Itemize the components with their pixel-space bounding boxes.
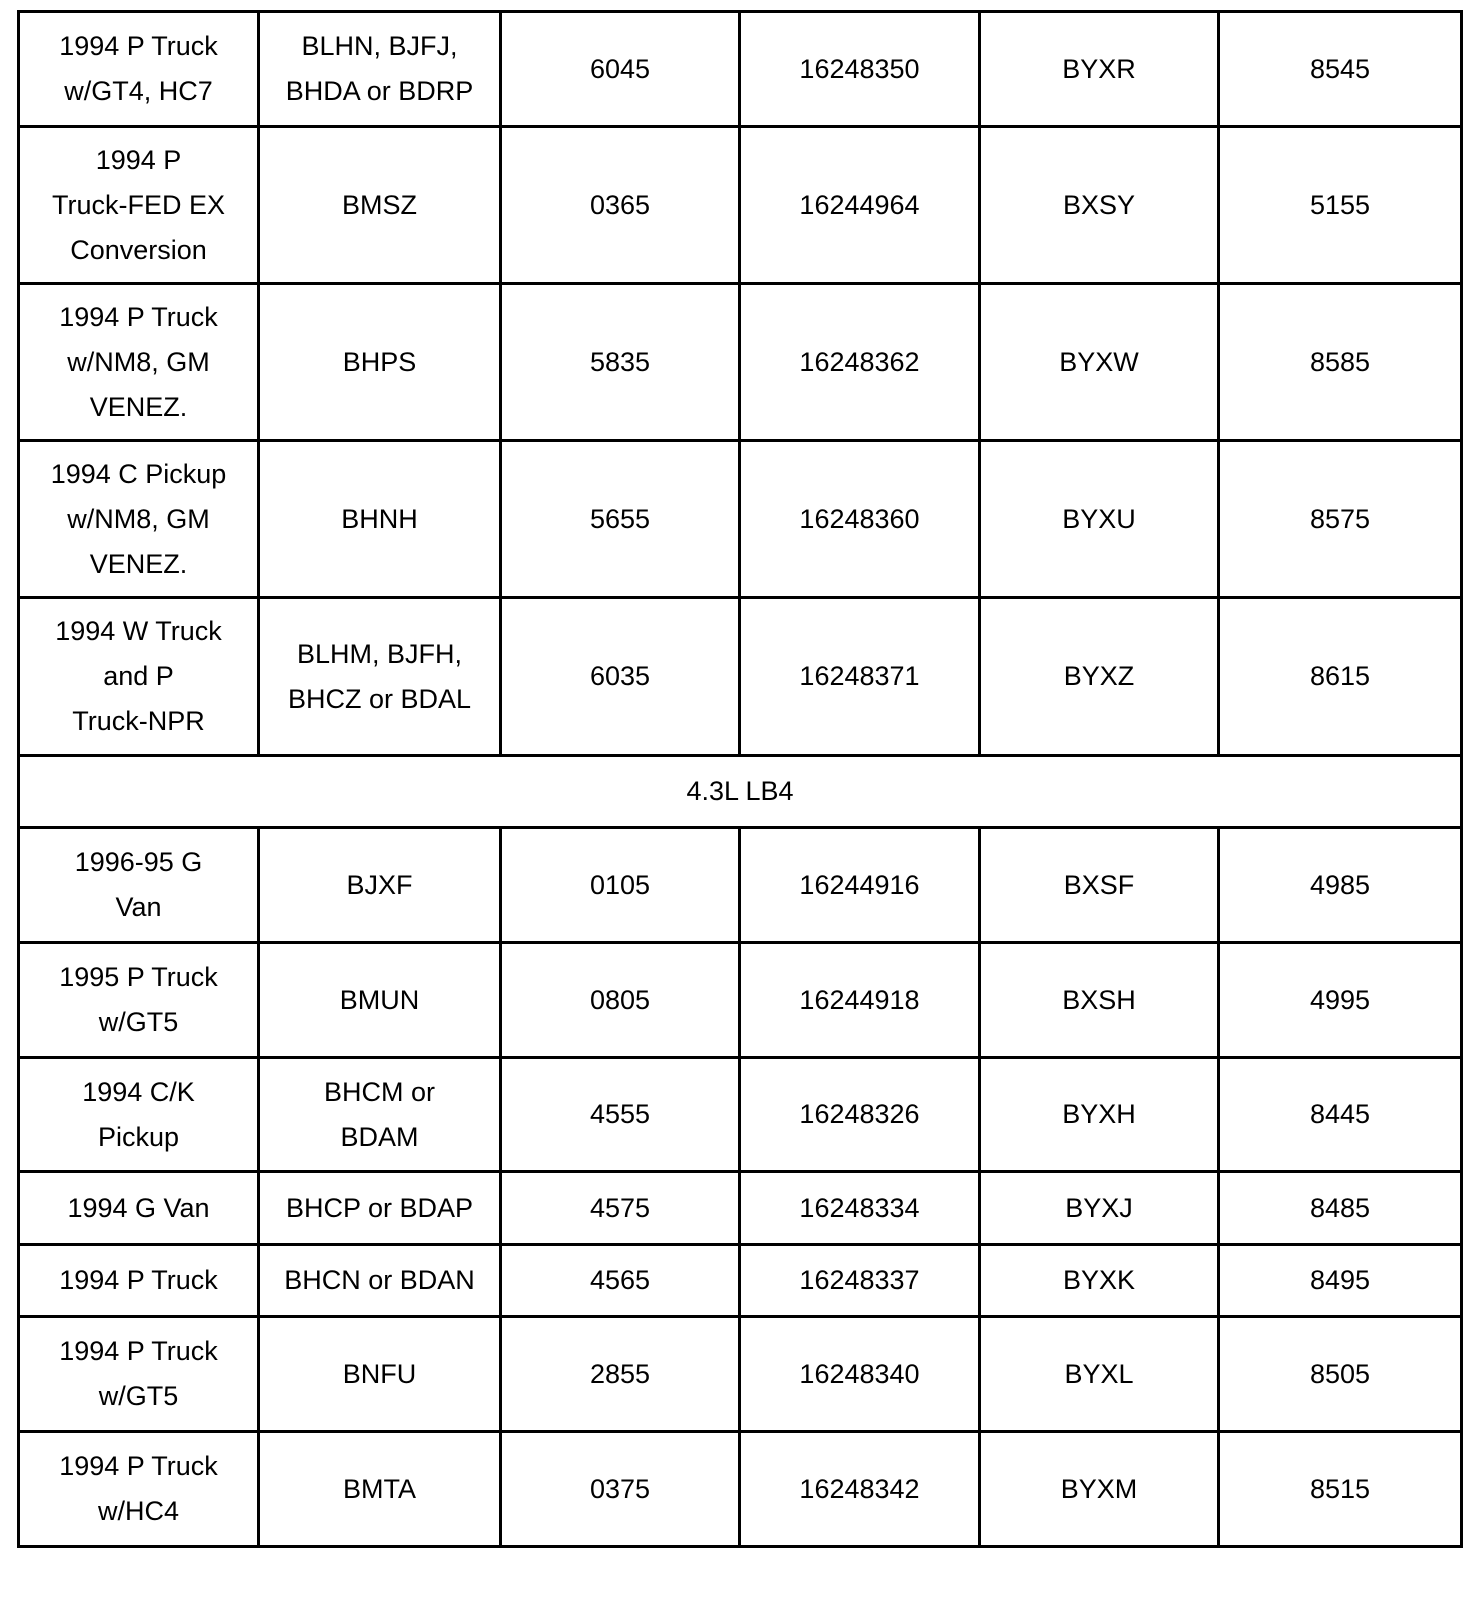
broadcast-code-cell: BHPS — [259, 284, 501, 441]
broadcast-code-cell: BMUN — [259, 943, 501, 1058]
code-letters-cell: BYXM — [980, 1432, 1219, 1547]
table-row — [19, 828, 1462, 943]
model-cell: 1994 G Van — [19, 1172, 259, 1245]
part-number-cell: 16244964 — [740, 127, 980, 284]
model-cell: 1994 C/K Pickup — [19, 1058, 259, 1172]
table-body — [19, 12, 1462, 1547]
broadcast-code-cell: BJXF — [259, 828, 501, 943]
code-cell: 0805 — [501, 943, 740, 1058]
model-cell: 1994 P Truck w/GT5 — [19, 1317, 259, 1432]
code-cell: 5655 — [501, 441, 740, 598]
model-cell: 1994 P Truck w/HC4 — [19, 1432, 259, 1547]
number-cell: 8485 — [1219, 1172, 1462, 1245]
code-letters-cell: BYXU — [980, 441, 1219, 598]
part-number-cell: 16244918 — [740, 943, 980, 1058]
code-letters-cell: BXSF — [980, 828, 1219, 943]
code-cell: 0365 — [501, 127, 740, 284]
section-header: 4.3L LB4 — [19, 756, 1462, 828]
broadcast-code-cell: BLHM, BJFH, BHCZ or BDAL — [259, 598, 501, 756]
code-letters-cell: BYXK — [980, 1245, 1219, 1317]
code-letters-cell: BYXR — [980, 12, 1219, 127]
number-cell: 8515 — [1219, 1432, 1462, 1547]
code-letters-cell: BYXH — [980, 1058, 1219, 1172]
code-cell: 6045 — [501, 12, 740, 127]
table-row — [19, 943, 1462, 1058]
table-row — [19, 284, 1462, 441]
code-cell: 5835 — [501, 284, 740, 441]
broadcast-code-cell: BHCP or BDAP — [259, 1172, 501, 1245]
number-cell: 4985 — [1219, 828, 1462, 943]
specification-table — [17, 10, 1463, 1548]
table-row — [19, 1317, 1462, 1432]
code-cell: 4565 — [501, 1245, 740, 1317]
code-cell: 4555 — [501, 1058, 740, 1172]
number-cell: 8495 — [1219, 1245, 1462, 1317]
broadcast-code-cell: BMTA — [259, 1432, 501, 1547]
code-letters-cell: BYXW — [980, 284, 1219, 441]
model-cell: 1994 P Truck — [19, 1245, 259, 1317]
table-row — [19, 1432, 1462, 1547]
model-cell: 1994 P Truck w/NM8, GM VENEZ. — [19, 284, 259, 441]
number-cell: 8585 — [1219, 284, 1462, 441]
part-number-cell: 16248334 — [740, 1172, 980, 1245]
table-row — [19, 1058, 1462, 1172]
broadcast-code-cell: BLHN, BJFJ, BHDA or BDRP — [259, 12, 501, 127]
model-cell: 1994 W Truck and P Truck-NPR — [19, 598, 259, 756]
number-cell: 5155 — [1219, 127, 1462, 284]
model-cell: 1994 P Truck w/GT4, HC7 — [19, 12, 259, 127]
number-cell: 8545 — [1219, 12, 1462, 127]
broadcast-code-cell: BNFU — [259, 1317, 501, 1432]
table-row — [19, 441, 1462, 598]
model-cell: 1994 P Truck-FED EX Conversion — [19, 127, 259, 284]
part-number-cell: 16248362 — [740, 284, 980, 441]
part-number-cell: 16244916 — [740, 828, 980, 943]
model-cell: 1996-95 G Van — [19, 828, 259, 943]
number-cell: 4995 — [1219, 943, 1462, 1058]
broadcast-code-cell: BMSZ — [259, 127, 501, 284]
broadcast-code-cell: BHNH — [259, 441, 501, 598]
code-cell: 0105 — [501, 828, 740, 943]
code-letters-cell: BYXZ — [980, 598, 1219, 756]
broadcast-code-cell: BHCN or BDAN — [259, 1245, 501, 1317]
part-number-cell: 16248342 — [740, 1432, 980, 1547]
code-letters-cell: BXSY — [980, 127, 1219, 284]
model-cell: 1994 C Pickup w/NM8, GM VENEZ. — [19, 441, 259, 598]
number-cell: 8505 — [1219, 1317, 1462, 1432]
part-number-cell: 16248326 — [740, 1058, 980, 1172]
code-letters-cell: BYXL — [980, 1317, 1219, 1432]
table-row — [19, 1172, 1462, 1245]
section-header-row — [19, 756, 1462, 828]
broadcast-code-cell: BHCM or BDAM — [259, 1058, 501, 1172]
code-cell: 4575 — [501, 1172, 740, 1245]
table-row — [19, 12, 1462, 127]
number-cell: 8445 — [1219, 1058, 1462, 1172]
code-letters-cell: BYXJ — [980, 1172, 1219, 1245]
code-cell: 0375 — [501, 1432, 740, 1547]
code-letters-cell: BXSH — [980, 943, 1219, 1058]
table-row — [19, 598, 1462, 756]
table-row — [19, 127, 1462, 284]
part-number-cell: 16248337 — [740, 1245, 980, 1317]
part-number-cell: 16248340 — [740, 1317, 980, 1432]
code-cell: 2855 — [501, 1317, 740, 1432]
number-cell: 8615 — [1219, 598, 1462, 756]
part-number-cell: 16248360 — [740, 441, 980, 598]
code-cell: 6035 — [501, 598, 740, 756]
part-number-cell: 16248371 — [740, 598, 980, 756]
table-row — [19, 1245, 1462, 1317]
part-number-cell: 16248350 — [740, 12, 980, 127]
model-cell: 1995 P Truck w/GT5 — [19, 943, 259, 1058]
number-cell: 8575 — [1219, 441, 1462, 598]
